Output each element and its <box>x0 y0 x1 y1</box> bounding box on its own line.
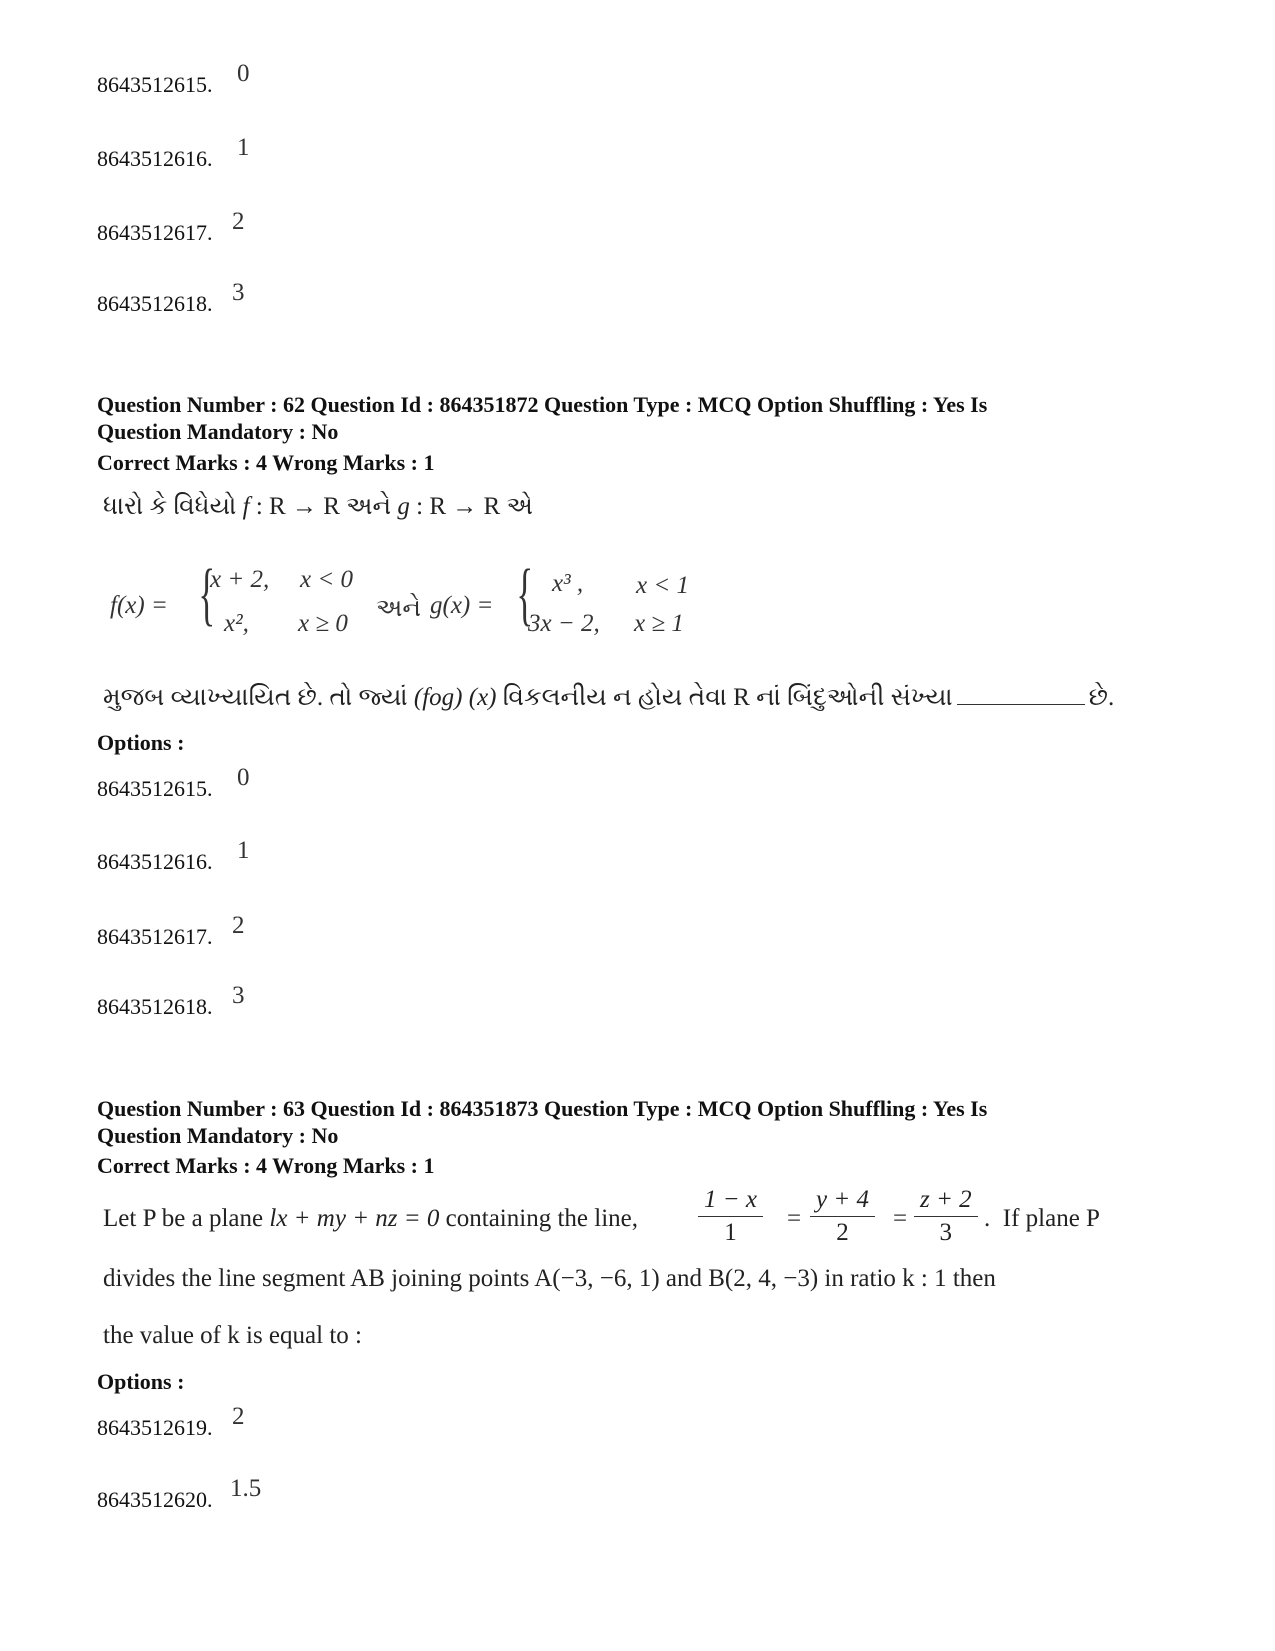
option-value: 2 <box>232 208 245 235</box>
option-id: 8643512616. <box>97 146 213 171</box>
left-brace: { <box>516 556 534 633</box>
option-id: 8643512617. <box>97 220 213 245</box>
statement-text: મુજબ વ્યાખ્યાયિત છે. તો જ્યાં <box>103 684 414 711</box>
question-line-1 <box>103 1205 638 1233</box>
statement-text: છે. <box>1088 684 1115 711</box>
and-word: અને <box>376 595 422 622</box>
question-header <box>97 1095 987 1149</box>
fraction-denominator: 2 <box>836 1219 849 1246</box>
option-id: 8643512616. <box>97 849 213 874</box>
marks-info: Correct Marks : 4 Wrong Marks : 1 <box>97 450 435 475</box>
g-case1-cond: x < 1 <box>636 572 689 599</box>
statement-text: વિકલનીય ન હોય તેવા R નાં બિંદુઓની સંખ્યા <box>496 684 953 711</box>
equals-sign: = <box>787 1205 802 1232</box>
list-item[interactable] <box>97 279 245 317</box>
f-lhs: f(x) = <box>110 592 168 619</box>
option-id: 8643512618. <box>97 291 213 316</box>
option-value: 1.5 <box>230 1475 262 1502</box>
fraction-z <box>914 1186 978 1247</box>
intro-text: : R → R એ <box>409 493 533 520</box>
fraction-numerator: y + 4 <box>810 1186 875 1217</box>
g-case2-expr: 3x − 2, <box>528 610 600 637</box>
f-case2-expr: x², <box>224 610 249 637</box>
list-item[interactable] <box>97 208 245 246</box>
g-case1-expr: x³ , <box>552 570 584 597</box>
question-header-line: Question Number : 63 Question Id : 864351873 Question Type : MCQ Option Shuffling : Yes Is <box>97 1096 988 1121</box>
option-id: 8643512615. <box>97 776 213 801</box>
intro-text: : R → R અને <box>249 493 398 520</box>
question-intro <box>103 493 533 521</box>
list-item[interactable] <box>97 764 250 802</box>
fraction-numerator: 1 − x <box>698 1186 763 1217</box>
question-header-line: Question Mandatory : No <box>97 419 339 444</box>
fraction-denominator: 3 <box>939 1219 953 1246</box>
f-case2-cond: x ≥ 0 <box>298 610 348 637</box>
option-value: 0 <box>237 60 250 87</box>
option-value: 1 <box>237 134 250 161</box>
list-item[interactable] <box>97 60 250 98</box>
fraction-denominator: 1 <box>724 1219 737 1246</box>
question-line-2: divides the line segment AB joining points A(−3, −6, 1) and B(2, 4, −3) in ratio k : 1 then <box>103 1265 996 1292</box>
f-case1-expr: x + 2, <box>210 566 270 593</box>
list-item[interactable] <box>97 1475 262 1513</box>
option-value: 0 <box>237 764 250 791</box>
list-item[interactable] <box>97 837 250 875</box>
option-value: 3 <box>232 982 245 1009</box>
answer-blank <box>957 704 1085 705</box>
list-item[interactable] <box>97 1403 245 1441</box>
options-label: Options : <box>97 730 185 755</box>
marks-info: Correct Marks : 4 Wrong Marks : 1 <box>97 1153 435 1178</box>
option-id: 8643512615. <box>97 72 213 97</box>
composite-function: (fog) (x) <box>413 684 497 711</box>
list-item[interactable] <box>97 134 250 172</box>
option-value: 1 <box>237 837 250 864</box>
intro-text: ધારો કે વિધેયો <box>103 493 243 520</box>
fraction-x <box>698 1186 763 1247</box>
option-value: 3 <box>232 279 245 306</box>
g-lhs: g(x) = <box>430 592 494 619</box>
fraction-y <box>810 1186 875 1247</box>
option-id: 8643512617. <box>97 924 213 949</box>
list-item[interactable] <box>97 912 245 950</box>
question-text: Let P be a plane <box>103 1205 270 1232</box>
question-header-line: Question Number : 62 Question Id : 864351872 Question Type : MCQ Option Shuffling : Yes Is <box>97 392 988 417</box>
function-g: g <box>397 493 410 520</box>
options-label: Options : <box>97 1369 185 1394</box>
question-text: . If plane P <box>984 1205 1100 1232</box>
left-brace: { <box>198 556 216 633</box>
equals-sign: = <box>893 1205 908 1232</box>
plane-equation: lx + my + nz = 0 <box>269 1205 440 1232</box>
question-line-3: the value of k is equal to : <box>103 1322 362 1349</box>
f-case1-cond: x < 0 <box>300 566 353 593</box>
question-header-line: Question Mandatory : No <box>97 1123 339 1148</box>
question-header <box>97 391 987 445</box>
question-text: containing the line, <box>439 1205 638 1232</box>
option-id: 8643512618. <box>97 994 213 1019</box>
question-statement <box>103 684 1114 712</box>
option-id: 8643512620. <box>97 1487 213 1512</box>
function-f: f <box>242 493 250 520</box>
g-case2-cond: x ≥ 1 <box>634 610 684 637</box>
option-id: 8643512619. <box>97 1415 213 1440</box>
option-value: 2 <box>232 912 245 939</box>
list-item[interactable] <box>97 982 245 1020</box>
option-value: 2 <box>232 1403 245 1430</box>
fraction-numerator: z + 2 <box>914 1186 978 1217</box>
